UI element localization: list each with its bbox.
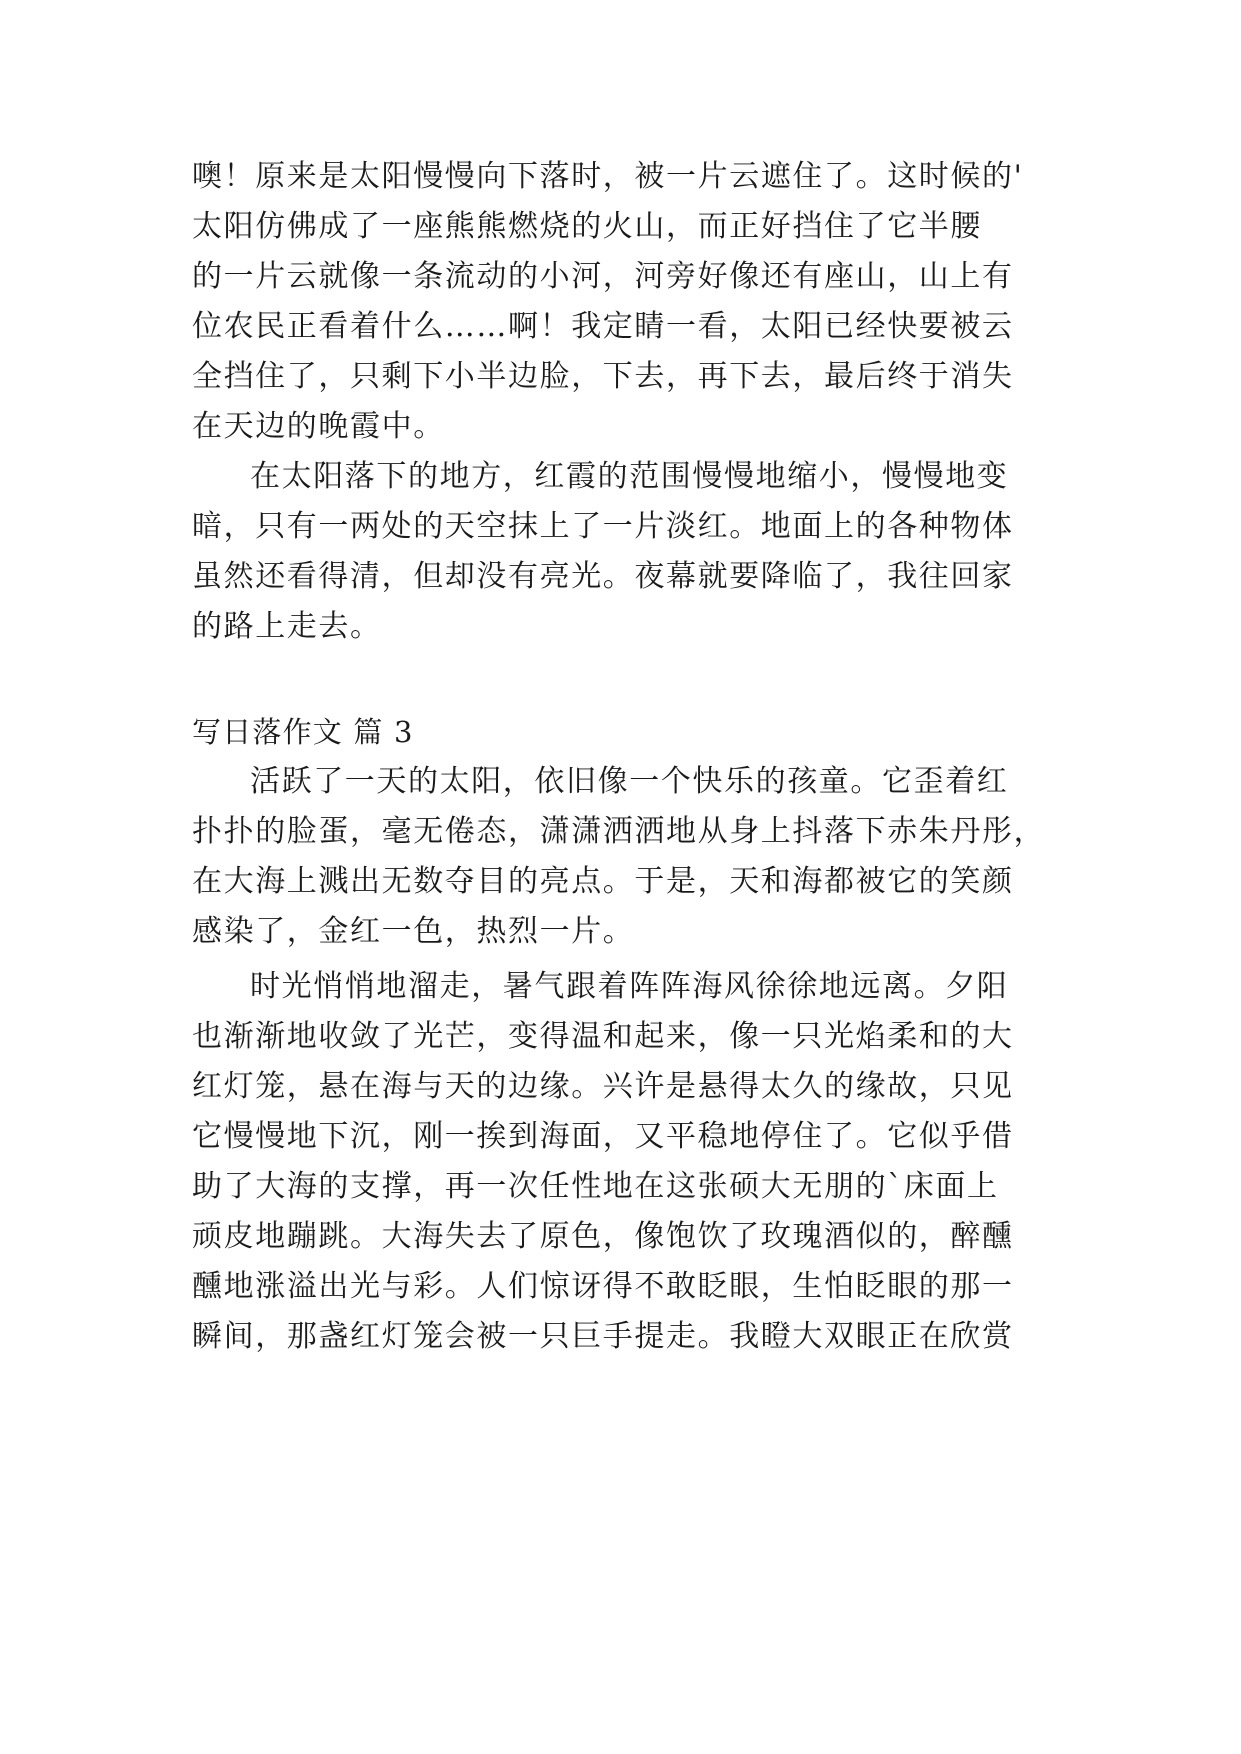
paragraph-line: 助了大海的支撑，再一次任性地在这张硕大无朋的`床面上 (192, 1169, 999, 1204)
paragraph-line: 噢！原来是太阳慢慢向下落时，被一片云遮住了。这时候的' (192, 159, 1024, 194)
paragraph-line: 顽皮地蹦跳。大海失去了原色，像饱饮了玫瑰酒似的，醉醺 (192, 1219, 1014, 1254)
paragraph-line: 在太阳落下的地方，红霞的范围慢慢地缩小，慢慢地变 (250, 459, 1009, 494)
paragraph-line: 也渐渐地收敛了光芒，变得温和起来，像一只光焰柔和的大 (192, 1019, 1014, 1054)
section-heading: 写日落作文 篇 3 (192, 715, 414, 749)
paragraph-line: 在大海上溅出无数夺目的亮点。于是，天和海都被它的笑颜 (192, 864, 1014, 899)
paragraph-line: 感染了，金红一色，热烈一片。 (192, 914, 635, 949)
paragraph-line: 活跃了一天的太阳，依旧像一个快乐的孩童。它歪着红 (250, 764, 1009, 799)
paragraph-line: 全挡住了，只剩下小半边脸，下去，再下去，最后终于消失 (192, 359, 1014, 394)
paragraph-line: 虽然还看得清，但却没有亮光。夜幕就要降临了，我往回家 (192, 559, 1014, 594)
paragraph-line: 暗，只有一两处的天空抹上了一片淡红。地面上的各种物体 (192, 509, 1014, 544)
paragraph-line: 时光悄悄地溜走，暑气跟着阵阵海风徐徐地远离。夕阳 (250, 969, 1009, 1004)
paragraph-line: 的路上走去。 (192, 609, 382, 644)
paragraph-line: 它慢慢地下沉，刚一挨到海面，又平稳地停住了。它似乎借 (192, 1119, 1014, 1154)
paragraph-line: 瞬间，那盏红灯笼会被一只巨手提走。我瞪大双眼正在欣赏 (192, 1319, 1014, 1354)
paragraph-line: 位农民正看着什么……啊！我定睛一看，太阳已经快要被云 (192, 309, 1014, 344)
paragraph-line: 的一片云就像一条流动的小河，河旁好像还有座山，山上有 (192, 259, 1014, 294)
paragraph-line: 红灯笼，悬在海与天的边缘。兴许是悬得太久的缘故，只见 (192, 1069, 1014, 1104)
paragraph-line: 醺地涨溢出光与彩。人们惊讶得不敢眨眼，生怕眨眼的那一 (192, 1269, 1014, 1304)
paragraph-line: 在天边的晚霞中。 (192, 409, 445, 444)
paragraph-line: 扑扑的脸蛋，毫无倦态，潇潇洒洒地从身上抖落下赤朱丹彤， (192, 814, 1046, 849)
paragraph-line: 太阳仿佛成了一座熊熊燃烧的火山，而正好挡住了它半腰 (192, 209, 982, 244)
